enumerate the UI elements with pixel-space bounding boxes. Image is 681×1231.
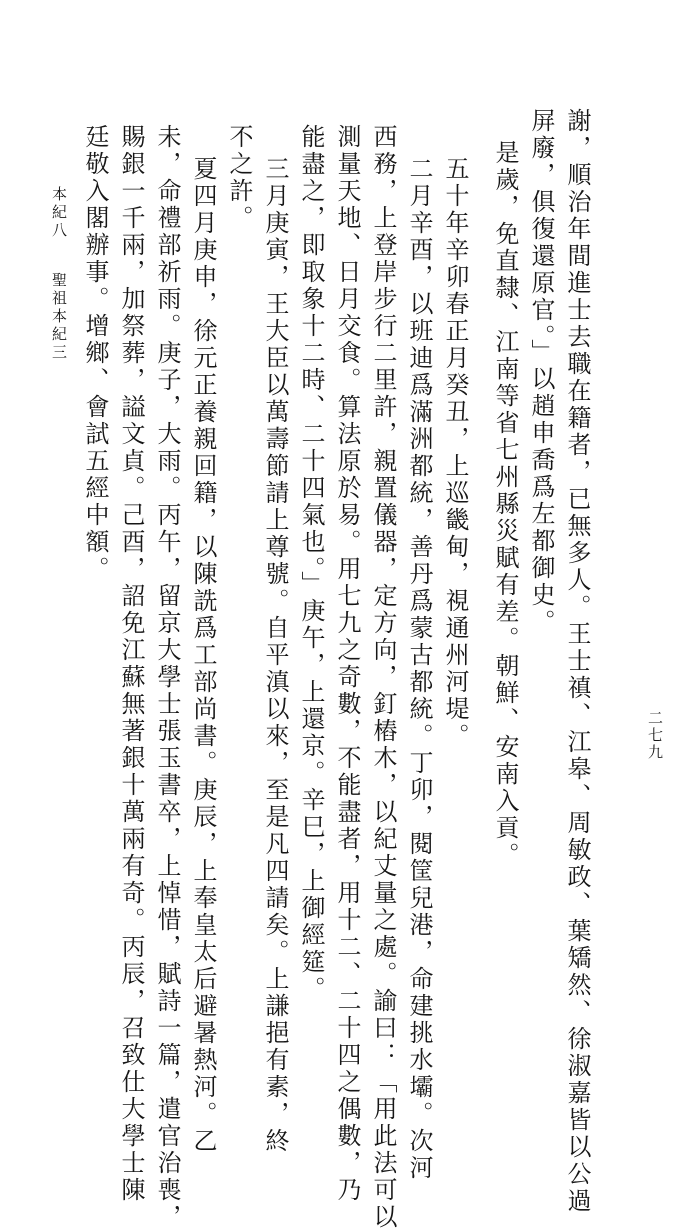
text-column-4: 五十年辛卯春正月癸丑，上巡畿甸，視通州河堤。 (441, 156, 469, 750)
text-column-6: 西務，上登岸步行二里許，親置儀器，定方向，釘樁木，以紀丈量之處。諭曰：「用此法可以 (369, 124, 397, 1231)
text-column-9: 三月庚寅，王大臣以萬壽節請上尊號。自平滇以來，至是凡四請矣。上謙挹有素，終 (261, 156, 289, 1155)
text-column-8: 能盡之，即取象十二時、二十四氣也。」庚午，上還京。辛巳，上御經筵。 (297, 124, 325, 1003)
text-column-11: 夏四月庚申，徐元正養親回籍，以陳詵爲工部尚書。庚辰，上奉皇太后避暑熱河。乙 (189, 156, 217, 1155)
page-number: 二七九 (646, 710, 664, 761)
text-column-3: 是歲，免直隸、江南等省七州縣災賦有差。朝鮮、安南入貢。 (491, 140, 519, 869)
text-column-12: 未，命禮部祈雨。庚子，大雨。丙午，留京大學士張玉書卒，上悼惜，賦詩一篇，遣官治喪， (153, 124, 181, 1231)
text-column-1: 謝，順治年間進士去職在籍者，已無多人。王士禛、江皋、周敏政、葉矯然、徐淑嘉皆以公過 (563, 108, 591, 1215)
running-header-chapter: 本紀八 (50, 186, 68, 240)
text-column-10: 不之許。 (225, 124, 253, 232)
text-column-13: 賜銀一千兩，加祭葬，謚文貞。己酉，詔免江蘇無著銀十萬兩有奇。丙辰，召致仕大學士陳 (117, 124, 145, 1204)
text-column-5: 二月辛酉，以班迪爲滿洲都統，善丹爲蒙古都統。丁卯，閱筐兒港，命建挑水壩。次河 (405, 156, 433, 1182)
text-column-7: 測量天地、日月交食。算法原於易。用七九之奇數，不能盡者，用十二、二十四之偶數，乃 (333, 124, 361, 1204)
text-column-2: 屏廢，俱復還原官。」以趙申喬爲左都御史。 (527, 108, 555, 636)
text-column-14: 廷敬入閣辦事。增鄉、會試五經中額。 (81, 124, 109, 583)
running-header-title: 聖祖本紀三 (50, 272, 68, 362)
